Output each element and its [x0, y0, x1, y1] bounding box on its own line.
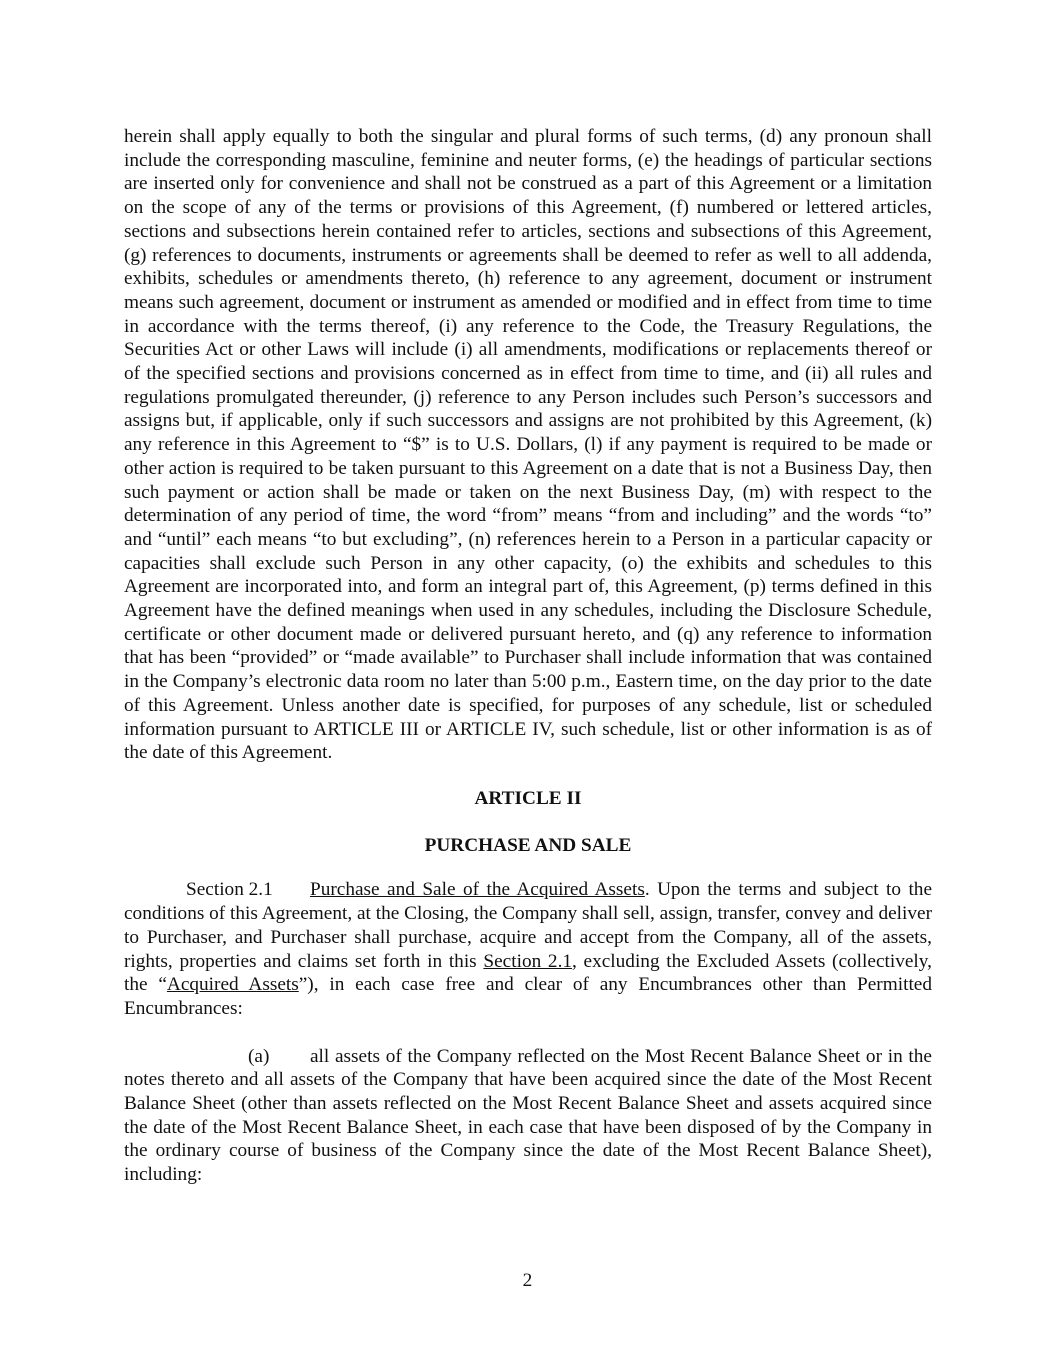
section-text-part-3: ”), in each case free and clear of any Encumbrances other than Permitted Encumbrances:	[124, 974, 932, 1019]
page-number: 2	[522, 1270, 533, 1291]
subsection-a-paragraph	[124, 1045, 932, 1187]
section-number: Section 2.1	[186, 879, 273, 901]
section-cross-reference: Section 2.1	[483, 950, 573, 972]
interpretation-paragraph: herein shall apply equally to both the singular and plural forms of such terms, (d) any pronoun shall include the corresponding masculine, feminine and neuter forms, (e) the headings of particular sections are inserted only for convenience and shall not be construed as a part of this Agreement or a limitation on the scope of any of the terms or provisions of this Agreement, (f) numbered or lettered articles, sections and subsections herein contained refer to articles, sections and subsections of this Agreement, (g) references to documents, instruments or agreements shall be deemed to refer as well to all addenda, exhibits, schedules or amendments thereto, (h) reference to any agreement, document or instrument means such agreement, document or instrument as amended or modified and in effect from time to time in accordance with the terms thereof, (i) any reference to the Code, the Treasury Regulations, the Securities Act or other Laws will include (i) all amendments, modifications or replacements thereof or of the specified sections and provisions concerned as in effect from time to time, and (ii) all rules and regulations promulgated thereunder, (j) reference to any Person includes such Person’s successors and assigns but, if applicable, only if such successors and assigns are not prohibited by this Agreement, (k) any reference in this Agreement to “$” is to U.S. Dollars, (l) if any payment is required to be made or other action is required to be taken pursuant to this Agreement on a date that is not a Business Day, then such payment or action shall be made or taken on the next Business Day, (m) with respect to the determination of any period of time, the word “from” means “from and including” and the words “to” and “until” each means “to but excluding”, (n) references herein to a Person in a particular capacity or capacities shall exclude such Person in any other capacity, (o) the exhibits and schedules to this Agreement are incorporated into, and form an integral part of, this Agreement, (p) terms defined in this Agreement have the defined meanings when used in any schedules, including the Disclosure Schedule, certificate or other document made or delivered pursuant hereto, and (q) any reference to information that has been “provided” or “made available” to Purchaser shall include information that was contained in the Company’s electronic data room no later than 5:00 p.m., Eastern time, on the day prior to the date of this Agreement. Unless another date is specified, for purposes of any schedule, list or scheduled information pursuant to ARTICLE III or ARTICLE IV, such schedule, list or other information is as of the date of this Agreement.	[124, 126, 932, 764]
section-2-1-paragraph	[124, 878, 932, 1020]
article-title: PURCHASE AND SALE	[424, 834, 632, 856]
subsection-label: (a)	[248, 1045, 270, 1067]
section-text-part-1: . Upon the terms and subject to the conditions of this Agreement, at the Closing, the Company shall sell, assign, transfer, convey and deliver to Purchaser, and Purchaser shall purchase, acquire and accept from the Company, all of the assets, rights, properties and claims set forth in this	[124, 879, 933, 972]
document-page	[124, 125, 932, 1187]
article-heading: ARTICLE II	[474, 787, 582, 809]
section-text-part-2: , excluding the Excluded Assets (collectively, the “	[124, 950, 932, 996]
defined-term: Acquired Assets	[166, 974, 299, 996]
subsection-text: all assets of the Company reflected on the Most Recent Balance Sheet or in the notes thereto and all assets of the Company that have been acquired since the date of the Most Recent Balance Sheet (other than assets reflected on the Most Recent Balance Sheet and assets acquired since the date of the Most Recent Balance Sheet, in each case that have been disposed of by the Company in the ordinary course of business of the Company since the date of the Most Recent Balance Sheet), including:	[124, 1045, 932, 1186]
section-heading: Purchase and Sale of the Acquired Assets	[310, 879, 645, 901]
